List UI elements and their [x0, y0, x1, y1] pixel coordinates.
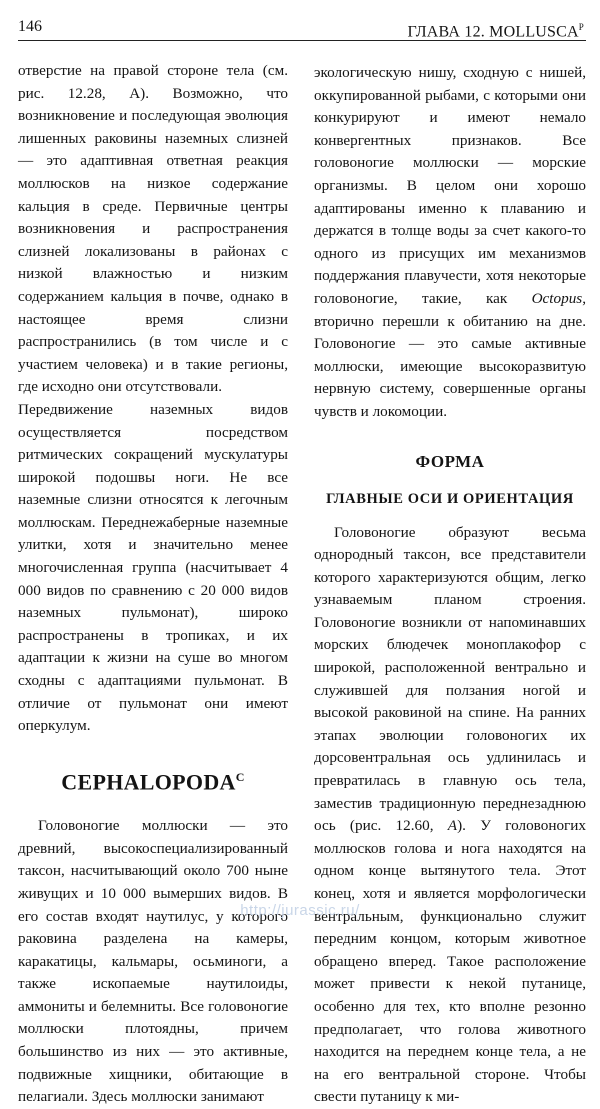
- watermark: http://jurassic.ru/: [240, 902, 360, 919]
- heading-main-axes: ГЛАВНЫЕ ОСИ И ОРИЕНТАЦИЯ: [326, 490, 574, 507]
- heading-form: ФОРМА: [415, 451, 485, 471]
- right-paragraph-2: [314, 522, 586, 1109]
- right-column: [314, 62, 586, 1109]
- page-number: 146: [18, 18, 42, 35]
- left-paragraph-3: Головоногие моллюски — это древний, высокоспециализированный таксон, насчитывающий около 700 ныне живущих и 10 000 вымерших видов. В его состав входят наутилус, у которого раковина разделена на камеры, каракатицы, кальмары, осьминоги, а также ископаемые наутилоиды, аммониты и белемниты. Все головоногие моллюски плотоядны, причем большинство из них — это активные, подвижные хищники, обитающие в пелагиали. Здесь моллюски занимают: [18, 817, 288, 1106]
- running-head: [408, 14, 585, 45]
- right-paragraph-2-end: ). У головоногих моллюсков голова и нога находятся на одном конце вытянутого тела. Этот конец, хотя и является морфологически вентральным, функционально служит передним концом, которым животное обращено вперед. Такое расположение может привести к некой путанице, особенно для тех, кто вполне резонно предполагает, что голова животного находится на переднем конце тела, а не на его вентральной стороне. Чтобы свести путаницу к ми-: [314, 817, 587, 1106]
- running-head-text: ГЛАВА 12. MOLLUSCA: [407, 23, 579, 41]
- page-header: [18, 14, 586, 41]
- figure-letter: А: [447, 817, 458, 835]
- right-paragraph-1-text: экологическую нишу, сходную с нишей, оккупированной рыбами, с которыми они конкурируют и имеют немало конвергентных признаков. Все головоногие моллюски — морские организмы. В целом они хорошо адаптированы именно к плаванию и держатся в толще воды за счет какого-то одного из присущих им механизмов поддержания плавучести, хотя некоторые головоногие, такие, как: [314, 64, 586, 307]
- left-paragraph-1: отверстие на правой стороне тела (см. рис. 12.28, А). Возможно, что возникновение и последующая эволюция лишенных раковины наземных слизней — это адаптивная ответная реакция моллюсков на низкое содержание кальция в среде. Первичные центры возникновения и распространения слизней локализованы в районах с низкой влажностью и низким содержанием кальция в почве, однако в настоящее время слизни распространились (в том числе и с участием человека) и в такие регионы, где исходно они отсутствовали.: [18, 62, 288, 396]
- right-paragraph-1-end: , вторично перешли к обитанию на дне. Головоногие — это самые активные моллюски, имеющие высокоразвитую нервную систему, совершенные органы чувств и локомоции.: [314, 289, 587, 420]
- section-title-cephalopoda: [18, 764, 288, 795]
- right-paragraph-2-text: Головоногие образуют весьма однородный таксон, все представители которого характеризуются общим, легко узнаваемым планом строения. Головоногие возникли от напоминавших морских блюдечек моноплакофор с широкой, расположенной вентрально и служившей для ползания ногой и высокой раковиной на спине. На ранних этапах эволюции головоногих их дорсовентральная ось удлинилась и превратилась в главную ось тела, заместив традиционную переднезаднюю ось (рис. 12.60,: [314, 523, 586, 835]
- running-head-superscript: P: [578, 22, 584, 32]
- left-paragraph-2: Передвижение наземных видов осуществляется посредством ритмических сокращений мускулатуры широкой подошвы ноги. Не все наземные слизни относятся к легочным моллюскам. Переднежаберные наземные улитки, хотя и значительно менее многочисленная группа (насчитывает 4 000 видов по сравнению с 20 000 видов наземных пульмонат), широко распространены в тропиках, и их адаптации к жизни на суше во многом сходны с адаптациями пульмонат. В отличие от пульмонат они имеют оперкулум.: [18, 400, 288, 735]
- section-title-superscript: C: [235, 769, 245, 784]
- right-paragraph-1: [314, 62, 586, 424]
- genus-octopus: Octopus: [531, 289, 583, 307]
- left-column: [18, 60, 288, 1109]
- section-title-text: CEPHALOPODA: [61, 769, 236, 795]
